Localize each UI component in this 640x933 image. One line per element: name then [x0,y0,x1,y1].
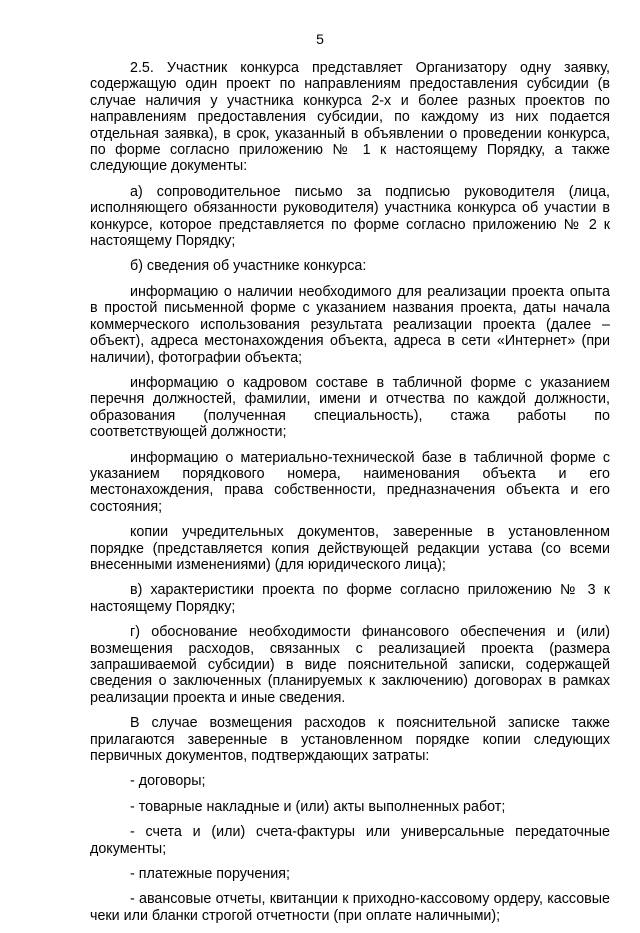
paragraph: В случае возмещения расходов к пояснительной записке также прилагаются заверенные в установленном порядке копии следующих первичных документов, подтверждающих затраты: [90,715,610,765]
paragraph: копии учредительных документов, заверенные в установленном порядке (представляется копия действующей редакции устава (со всеми внесенными изменениями) (для юридического лица); [90,524,610,573]
document-body [90,60,610,933]
paragraph: б) сведения об участнике конкурса: [130,258,367,275]
paragraph: информацию о материально-технической базе в табличной форме с указанием порядкового номера, наименования объекта и его местонахождения, права собственности, предназначения объекта и его состояния; [90,449,610,515]
list-item: - платежные поручения; [130,866,290,883]
list-item: - товарные накладные и (или) акты выполненных работ; [130,798,506,815]
list-item: - счета и (или) счета-фактуры или универсальные передаточные документы; [90,824,610,857]
paragraph: г) обоснование необходимости финансового обеспечения и (или) возмещения расходов, связанных с реализацией проекта (размера запрашиваемой субсидии) в виде пояснительной записки, содержащей сведения о заключенных (планируемых к заключению) договорах в рамках реализации проекта и иные сведения. [90,624,610,706]
paragraph: информацию о кадровом составе в табличной форме с указанием перечня должностей, фамилии, имени и отчества по каждой должности, образования (полученная специальность), стажа работы по соответствующей должности; [90,374,610,441]
paragraph: в) характеристики проекта по форме согласно приложению № 3 к настоящему Порядку; [90,582,610,615]
paragraph: а) сопроводительное письмо за подписью руководителя (лица, исполняющего обязанности руководителя) участника конкурса об участии в конкурсе, которое представляется по форме согласно приложению № 2 к настоящему Порядку; [90,183,610,250]
paragraph: информацию о наличии необходимого для реализации проекта опыта в простой письменной форме с указанием названия проекта, даты начала коммерческого использования результата реализации проекта (далее – объект), адреса местонахождения объекта, адреса в сети «Интернет» (при наличии), фотографии объекта; [90,283,610,366]
page-number: 5 [316,31,324,47]
paragraph: 2.5. Участник конкурса представляет Организатору одну заявку, содержащую один проект по направлениям предоставления субсидии (в случае наличия у участника конкурса 2-х и более разных проектов по направлениям предоставления субсидии, по каждому из них подается отдельная заявка), в срок, указанный в объявлении о проведении конкурса, по форме согласно приложению № 1 к настоящему Порядку, а также следующие документы: [90,60,610,175]
list-item: - авансовые отчеты, квитанции к приходно-кассовому ордеру, кассовые чеки или бланки строгой отчетности (при оплате наличными); [90,891,610,924]
list-item: - договоры; [130,773,206,790]
